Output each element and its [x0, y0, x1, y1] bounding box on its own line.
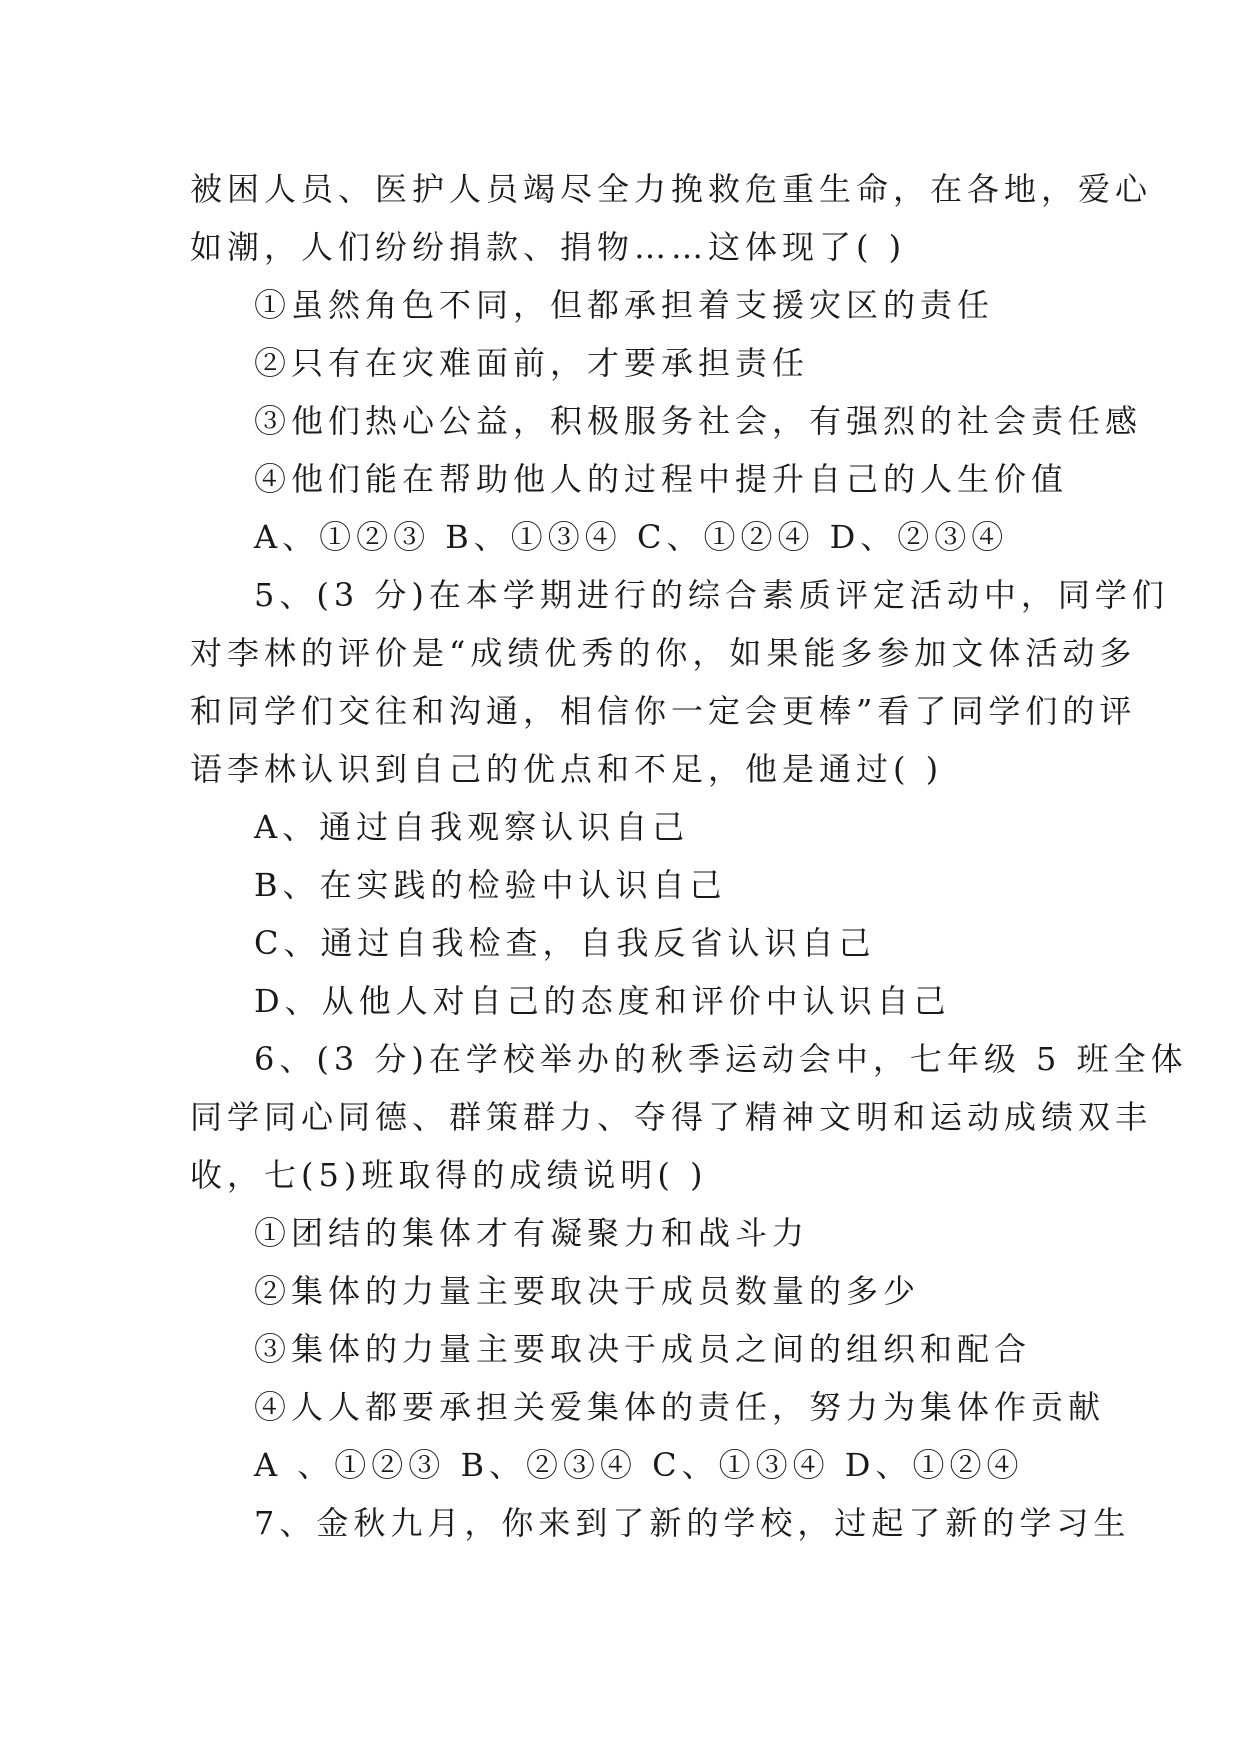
answer-choice-q5-a: A、通过自我观察认识自己 [254, 808, 690, 846]
answer-choices-q4: A、①②③ B、①③④ C、①②④ D、②③④ [254, 518, 1009, 556]
document-body [190, 160, 1188, 1552]
text-line-2: 如潮，人们纷纷捐款、捐物……这体现了( ) [190, 228, 907, 266]
question-6-line-2: 同学同心同德、群策群力、夺得了精神文明和运动成绩双丰 [190, 1098, 1153, 1136]
option-line-1: ①虽然角色不同，但都承担着支援灾区的责任 [254, 286, 995, 324]
question-5-line-3: 和同学们交往和沟通，相信你一定会更棒”看了同学们的评 [190, 692, 1137, 730]
option-line-4: ④他们能在帮助他人的过程中提升自己的人生价值 [254, 460, 1069, 498]
answer-choice-q5-c: C、通过自我检查，自我反省认识自己 [254, 924, 876, 962]
option-line-3: ③他们热心公益，积极服务社会，有强烈的社会责任感 [254, 402, 1143, 440]
answer-choice-q5-d: D、从他人对自己的态度和评价中认识自己 [254, 982, 951, 1020]
question-5-line-4: 语李林认识到自己的优点和不足，他是通过( ) [190, 750, 944, 788]
text-line-1: 被困人员、医护人员竭尽全力挽救危重生命，在各地，爱心 [190, 170, 1153, 208]
question-7-line-1: 7、金秋九月，你来到了新的学校，过起了新的学习生 [254, 1504, 1131, 1542]
answer-choices-q6: A 、①②③ B、②③④ C、①③④ D、①②④ [254, 1446, 1024, 1484]
option-q6-1: ①团结的集体才有凝聚力和战斗力 [254, 1214, 810, 1252]
question-5-line-1: 5、(3 分)在本学期进行的综合素质评定活动中，同学们 [254, 576, 1169, 614]
question-5-line-2: 对李林的评价是“成绩优秀的你，如果能多参加文体活动多 [190, 634, 1137, 672]
question-6-line-3: 收，七(5)班取得的成绩说明( ) [190, 1156, 708, 1194]
option-q6-3: ③集体的力量主要取决于成员之间的组织和配合 [254, 1330, 1032, 1368]
answer-choice-q5-b: B、在实践的检验中认识自己 [254, 866, 727, 904]
option-q6-2: ②集体的力量主要取决于成员数量的多少 [254, 1272, 921, 1310]
option-line-2: ②只有在灾难面前，才要承担责任 [254, 344, 810, 382]
option-q6-4: ④人人都要承担关爱集体的责任，努力为集体作贡献 [254, 1388, 1106, 1426]
question-6-line-1: 6、(3 分)在学校举办的秋季运动会中，七年级 5 班全体 [254, 1040, 1188, 1078]
